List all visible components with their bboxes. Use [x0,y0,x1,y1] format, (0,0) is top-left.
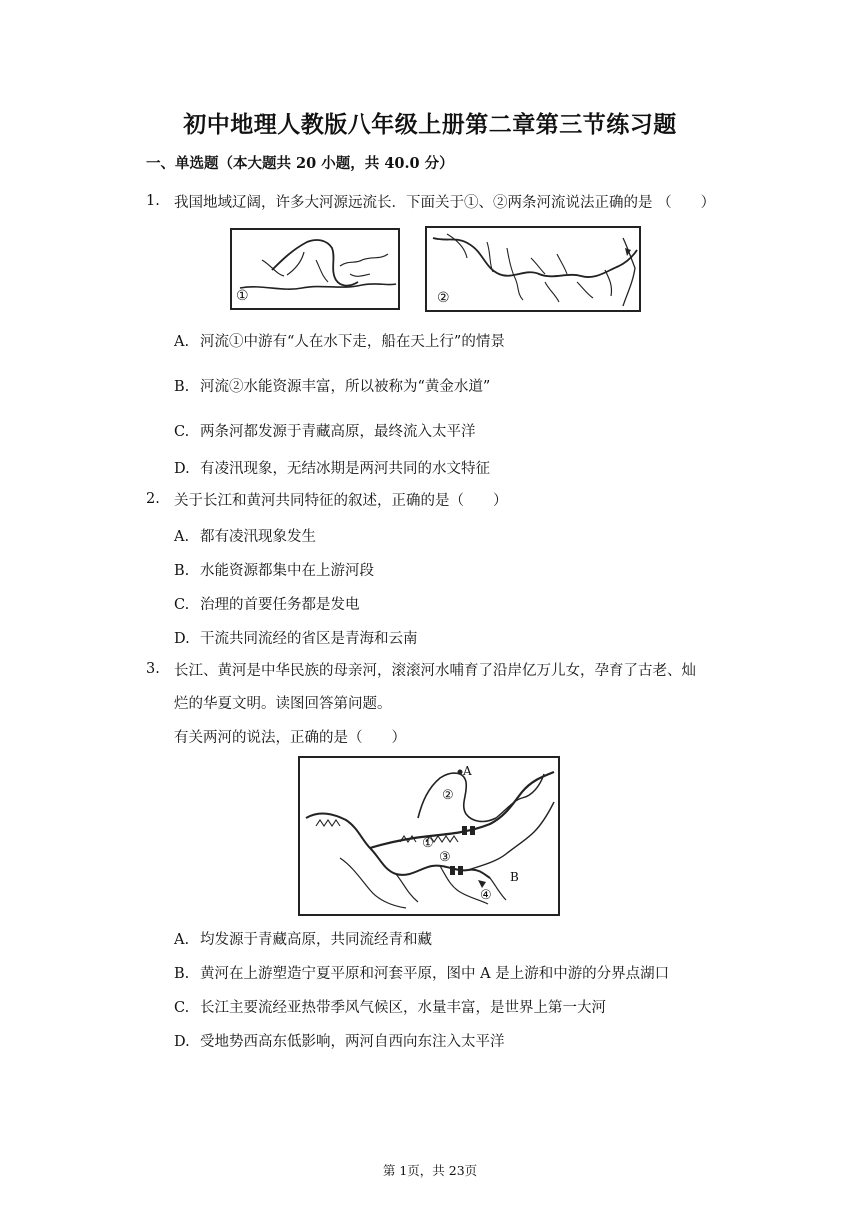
question-3-option-c[interactable] [174,996,606,1017]
option-text: 长江主要流经亚热带季风气候区，水量丰富，是世界上第一大河 [200,1000,606,1016]
question-1-text: 我国地域辽阔，许多大河源远流长．下面关于①、②两条河流说法正确的是 （ ） [174,195,716,211]
option-letter: C. [174,424,190,440]
option-text: 均发源于青藏高原，共同流经青和藏 [200,932,432,948]
option-letter: A. [174,334,190,350]
map-3-two-rivers [298,756,560,916]
question-1-option-c[interactable] [174,420,476,441]
question-2-number: 2. [146,491,160,507]
option-text: 两条河都发源于青藏高原，最终流入太平洋 [200,424,476,440]
question-3-option-a[interactable] [174,928,432,949]
question-3-option-b[interactable] [174,962,669,983]
option-text: 水能资源都集中在上游河段 [200,563,374,579]
question-2-option-b[interactable] [174,559,374,580]
option-text: 干流共同流经的省区是青海和云南 [200,631,418,647]
map-3-label-2: ② [442,788,454,803]
option-text: 黄河在上游塑造宁夏平原和河套平原，图中 A 是上游和中游的分界点湖口 [200,966,670,982]
option-letter: A. [174,529,190,545]
question-1-option-b[interactable] [174,375,490,396]
option-letter: C. [174,1000,190,1016]
question-3-subquestion: 有关两河的说法，正确的是（ ） [174,730,406,746]
question-2-text: 关于长江和黄河共同特征的叙述，正确的是（ ） [174,493,508,509]
map-2-yangtze-river [425,226,641,312]
question-1-number: 1. [146,193,160,209]
option-letter: D. [174,461,190,477]
map-3-label-3: ③ [439,850,451,865]
option-text: 治理的首要任务都是发电 [200,597,360,613]
section-heading: 一、单选题（本大题共 20 小题，共 40.0 分） [146,155,454,172]
option-text: 河流①中游有“人在水下走，船在天上行”的情景 [200,334,505,350]
question-3-text-line2: 烂的华夏文明。读图回答第问题。 [174,696,392,712]
map-3-label-b: B [510,870,519,884]
option-letter: D. [174,631,190,647]
option-letter: C. [174,597,190,613]
option-text: 有凌汛现象，无结冰期是两河共同的水文特征 [200,461,490,477]
question-2-option-c[interactable] [174,593,360,614]
map-3-label-1: ① [422,836,434,851]
question-3-number: 3. [146,661,160,677]
question-1-option-d[interactable] [174,457,490,478]
option-letter: B. [174,966,190,982]
question-1-option-a[interactable] [174,330,505,351]
page-title: 初中地理人教版八年级上册第二章第三节练习题 [183,111,677,138]
map-3-label-a: A [463,764,472,778]
question-2-option-d[interactable] [174,627,418,648]
map-3-label-4: ④ [480,888,492,903]
map-2-label: ② [437,290,450,306]
option-text: 都有凌汛现象发生 [200,529,316,545]
map-1-label: ① [236,288,249,304]
option-text: 受地势西高东低影响，两河自西向东注入太平洋 [200,1034,505,1050]
question-3-text-line1: 长江、黄河是中华民族的母亲河，滚滚河水哺育了沿岸亿万儿女，孕育了古老、灿 [174,663,696,679]
option-letter: A. [174,932,190,948]
option-text: 河流②水能资源丰富，所以被称为“黄金水道” [200,379,491,395]
option-letter: D. [174,1034,190,1050]
question-2-option-a[interactable] [174,525,316,546]
option-letter: B. [174,379,190,395]
map-1-yellow-river [230,228,400,310]
question-3-option-d[interactable] [174,1030,505,1051]
page-footer: 第 1页，共 23页 [382,1163,478,1178]
option-letter: B. [174,563,190,579]
